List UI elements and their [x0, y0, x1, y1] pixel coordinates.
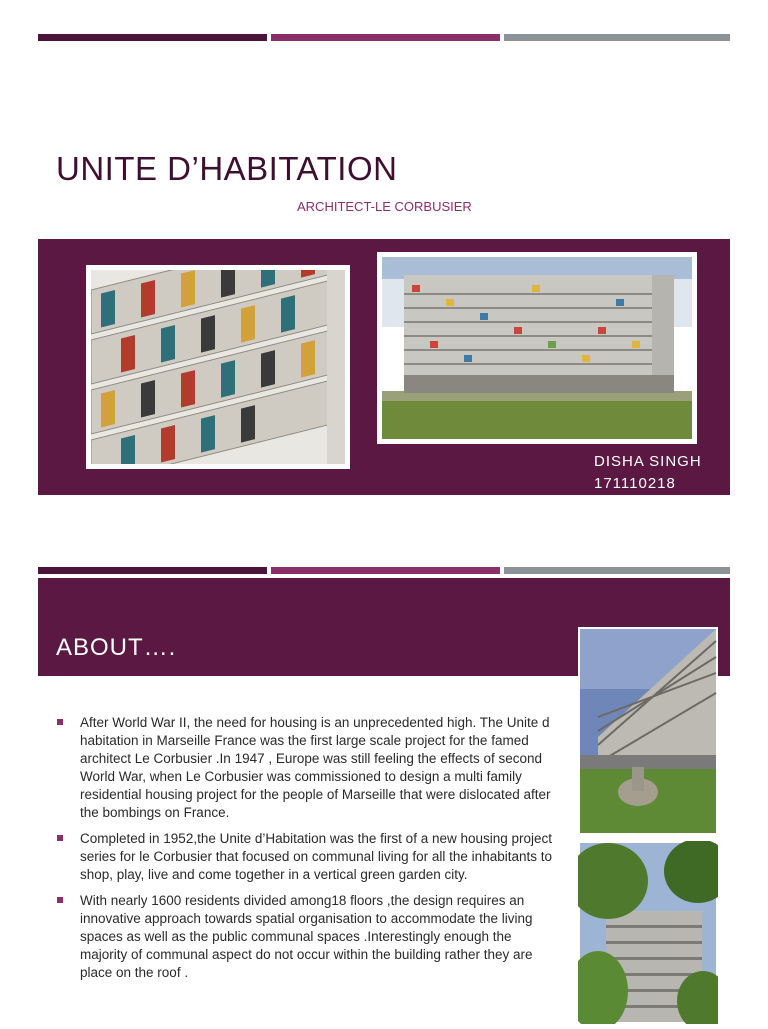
author-info [594, 451, 702, 495]
accent-bar-grey [504, 34, 730, 41]
about-slide [0, 520, 768, 1024]
accent-bar [38, 567, 730, 574]
accent-bar-dark [38, 34, 267, 41]
building-exterior-photo [377, 252, 697, 444]
slide-subtitle: ARCHITECT-LE CORBUSIER [297, 199, 472, 214]
building-trees-photo [578, 841, 718, 1024]
accent-bar-dark [38, 567, 267, 574]
building-pilotis-photo [578, 627, 718, 835]
facade-closeup-photo [86, 265, 350, 469]
about-heading: ABOUT…. [56, 634, 177, 661]
list-item: With nearly 1600 residents divided among18 floors ,the design requires an innovative approach towards spatial organisation to accommodate the living spaces as well as the public communal spaces .Interestingly enough the majority of communal aspect do not occur within the building rather they are place on the roof . [55, 892, 555, 982]
accent-bar-mid [271, 567, 500, 574]
accent-bar [38, 34, 730, 41]
author-id: 171110218 [594, 475, 676, 492]
photo-band [38, 239, 730, 495]
about-bullet-list [55, 714, 555, 990]
author-name: DISHA SINGH [594, 453, 702, 470]
accent-bar-mid [271, 34, 500, 41]
list-item: After World War II, the need for housing is an unprecedented high. The Unite d habitation in Marseille France was the first large scale project for the famed architect Le Corbusier .In 1947 , Europe was still feeling the effects of second World War, when Le Corbusier was commissioned to design a multi family residential housing project for the people of Marseille that were dislocated after the bombings on France. [55, 714, 555, 822]
accent-bar-grey [504, 567, 730, 574]
slide-title: UNITE D’HABITATION [56, 150, 398, 187]
list-item: Completed in 1952,the Unite d’Habitation was the first of a new housing project series for le Corbusier that focused on communal living for all the inhabitants to shop, play, live and come together in a vertical green garden city. [55, 830, 555, 884]
